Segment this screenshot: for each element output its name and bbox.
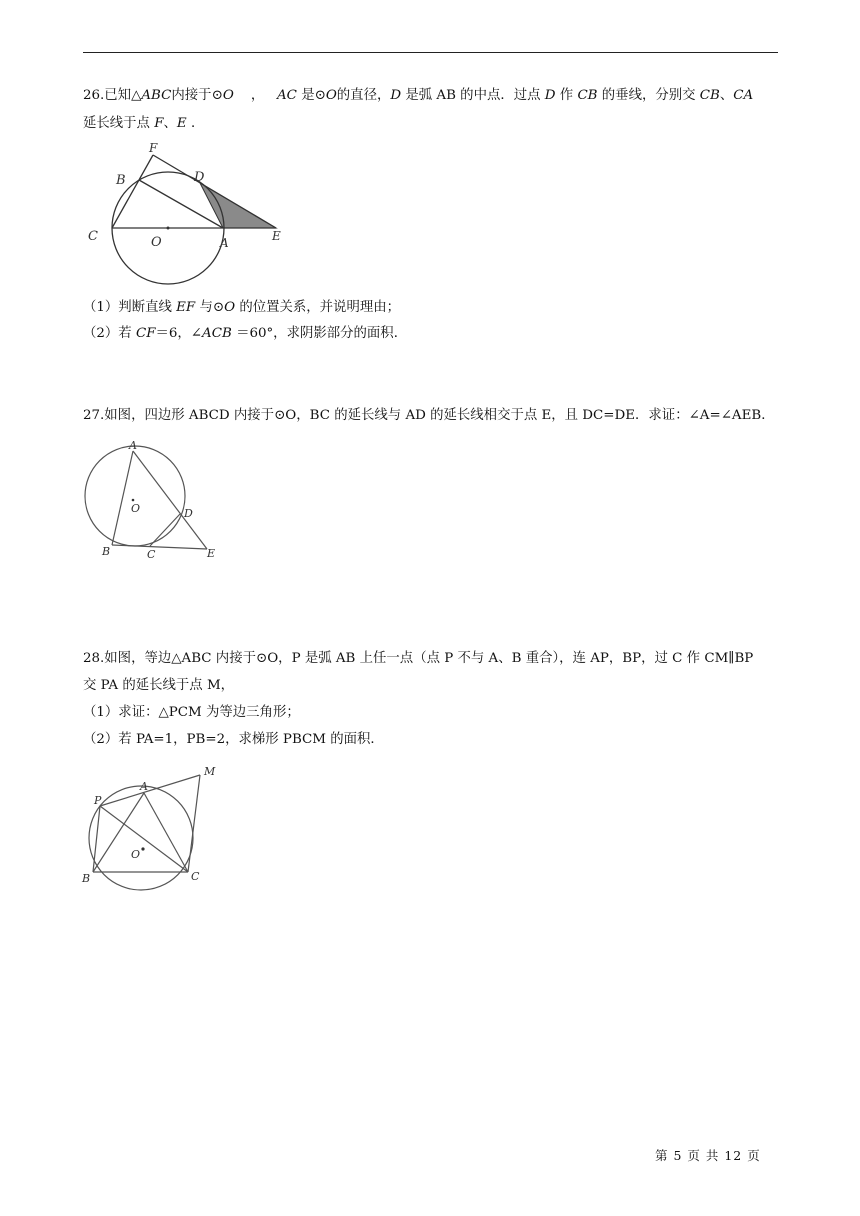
q28-label-P: P — [94, 794, 102, 807]
q28-line2: 交 PA 的延长线于点 M， — [83, 678, 235, 693]
q26-line1: 26.已知△ABC内接于⊙O ， AC 是⊙O的直径，D 是弧 AB 的中点．过点 D 作 CB 的垂线，分别交 CB、CA — [83, 88, 754, 103]
q27-figure — [80, 435, 230, 565]
q28-label-C: C — [191, 870, 200, 883]
q27-label-B: B — [102, 545, 111, 558]
q26-label-E: E — [272, 229, 281, 243]
q27-circle — [85, 446, 185, 546]
q26-figure — [80, 140, 300, 290]
q26-label-D: D — [194, 170, 205, 185]
q27-line-AB — [112, 451, 133, 545]
q26-center-dot — [167, 227, 170, 230]
q26-label-B: B — [116, 173, 126, 188]
q28-figure — [80, 762, 230, 902]
q27-label-C: C — [147, 548, 156, 561]
q26-label-A: A — [220, 236, 229, 250]
q27-line-CD — [150, 514, 180, 546]
q28-part2: （2）若 PA=1，PB=2，求梯形 PBCM 的面积． — [83, 732, 384, 747]
q28-label-B: B — [82, 872, 91, 885]
q26-label-F: F — [149, 141, 158, 155]
q26-part2: （2）若 CF＝6，∠ACB ＝60°，求阴影部分的面积． — [83, 326, 408, 341]
q26-line-CF — [112, 155, 153, 228]
q27-label-E: E — [207, 547, 216, 560]
page-footer: 第 5 页 共 12 页 — [655, 1148, 761, 1163]
q28-line-PC — [100, 806, 188, 872]
header-rule — [83, 52, 778, 53]
q27-line-AE — [133, 451, 207, 549]
q27-center-dot — [132, 499, 135, 502]
q27-label-O: O — [131, 502, 141, 515]
q26-line-FE — [153, 155, 276, 228]
q28-part1: （1）求证：△PCM 为等边三角形； — [83, 705, 300, 720]
q28-label-O: O — [131, 848, 141, 861]
q28-line1: 28.如图，等边△ABC 内接于⊙O，P 是弧 AB 上任一点（点 P 不与 A、B 重合），连 AP，BP，过 C 作 CM∥BP — [83, 651, 754, 666]
q26-label-C: C — [88, 229, 98, 244]
q26-line2: 延长线于点 F、E ． — [83, 116, 205, 131]
q28-line-PM — [100, 775, 200, 806]
q28-line-MC — [188, 775, 200, 872]
q28-label-M: M — [204, 765, 216, 778]
q27-label-D: D — [184, 507, 193, 520]
q28-center-dot — [141, 847, 144, 850]
q27-line-BE — [112, 545, 207, 549]
q26-part1: （1）判断直线 EF 与⊙O 的位置关系，并说明理由； — [83, 300, 401, 315]
q26-label-O: O — [151, 235, 162, 250]
q27-label-A: A — [129, 439, 137, 452]
q27-text: 27.如图，四边形 ABCD 内接于⊙O，BC 的延长线与 AD 的延长线相交于点 E，且 DC=DE．求证：∠A=∠AEB． — [83, 408, 775, 423]
q28-circle — [89, 786, 193, 890]
q28-label-A: A — [140, 780, 148, 793]
